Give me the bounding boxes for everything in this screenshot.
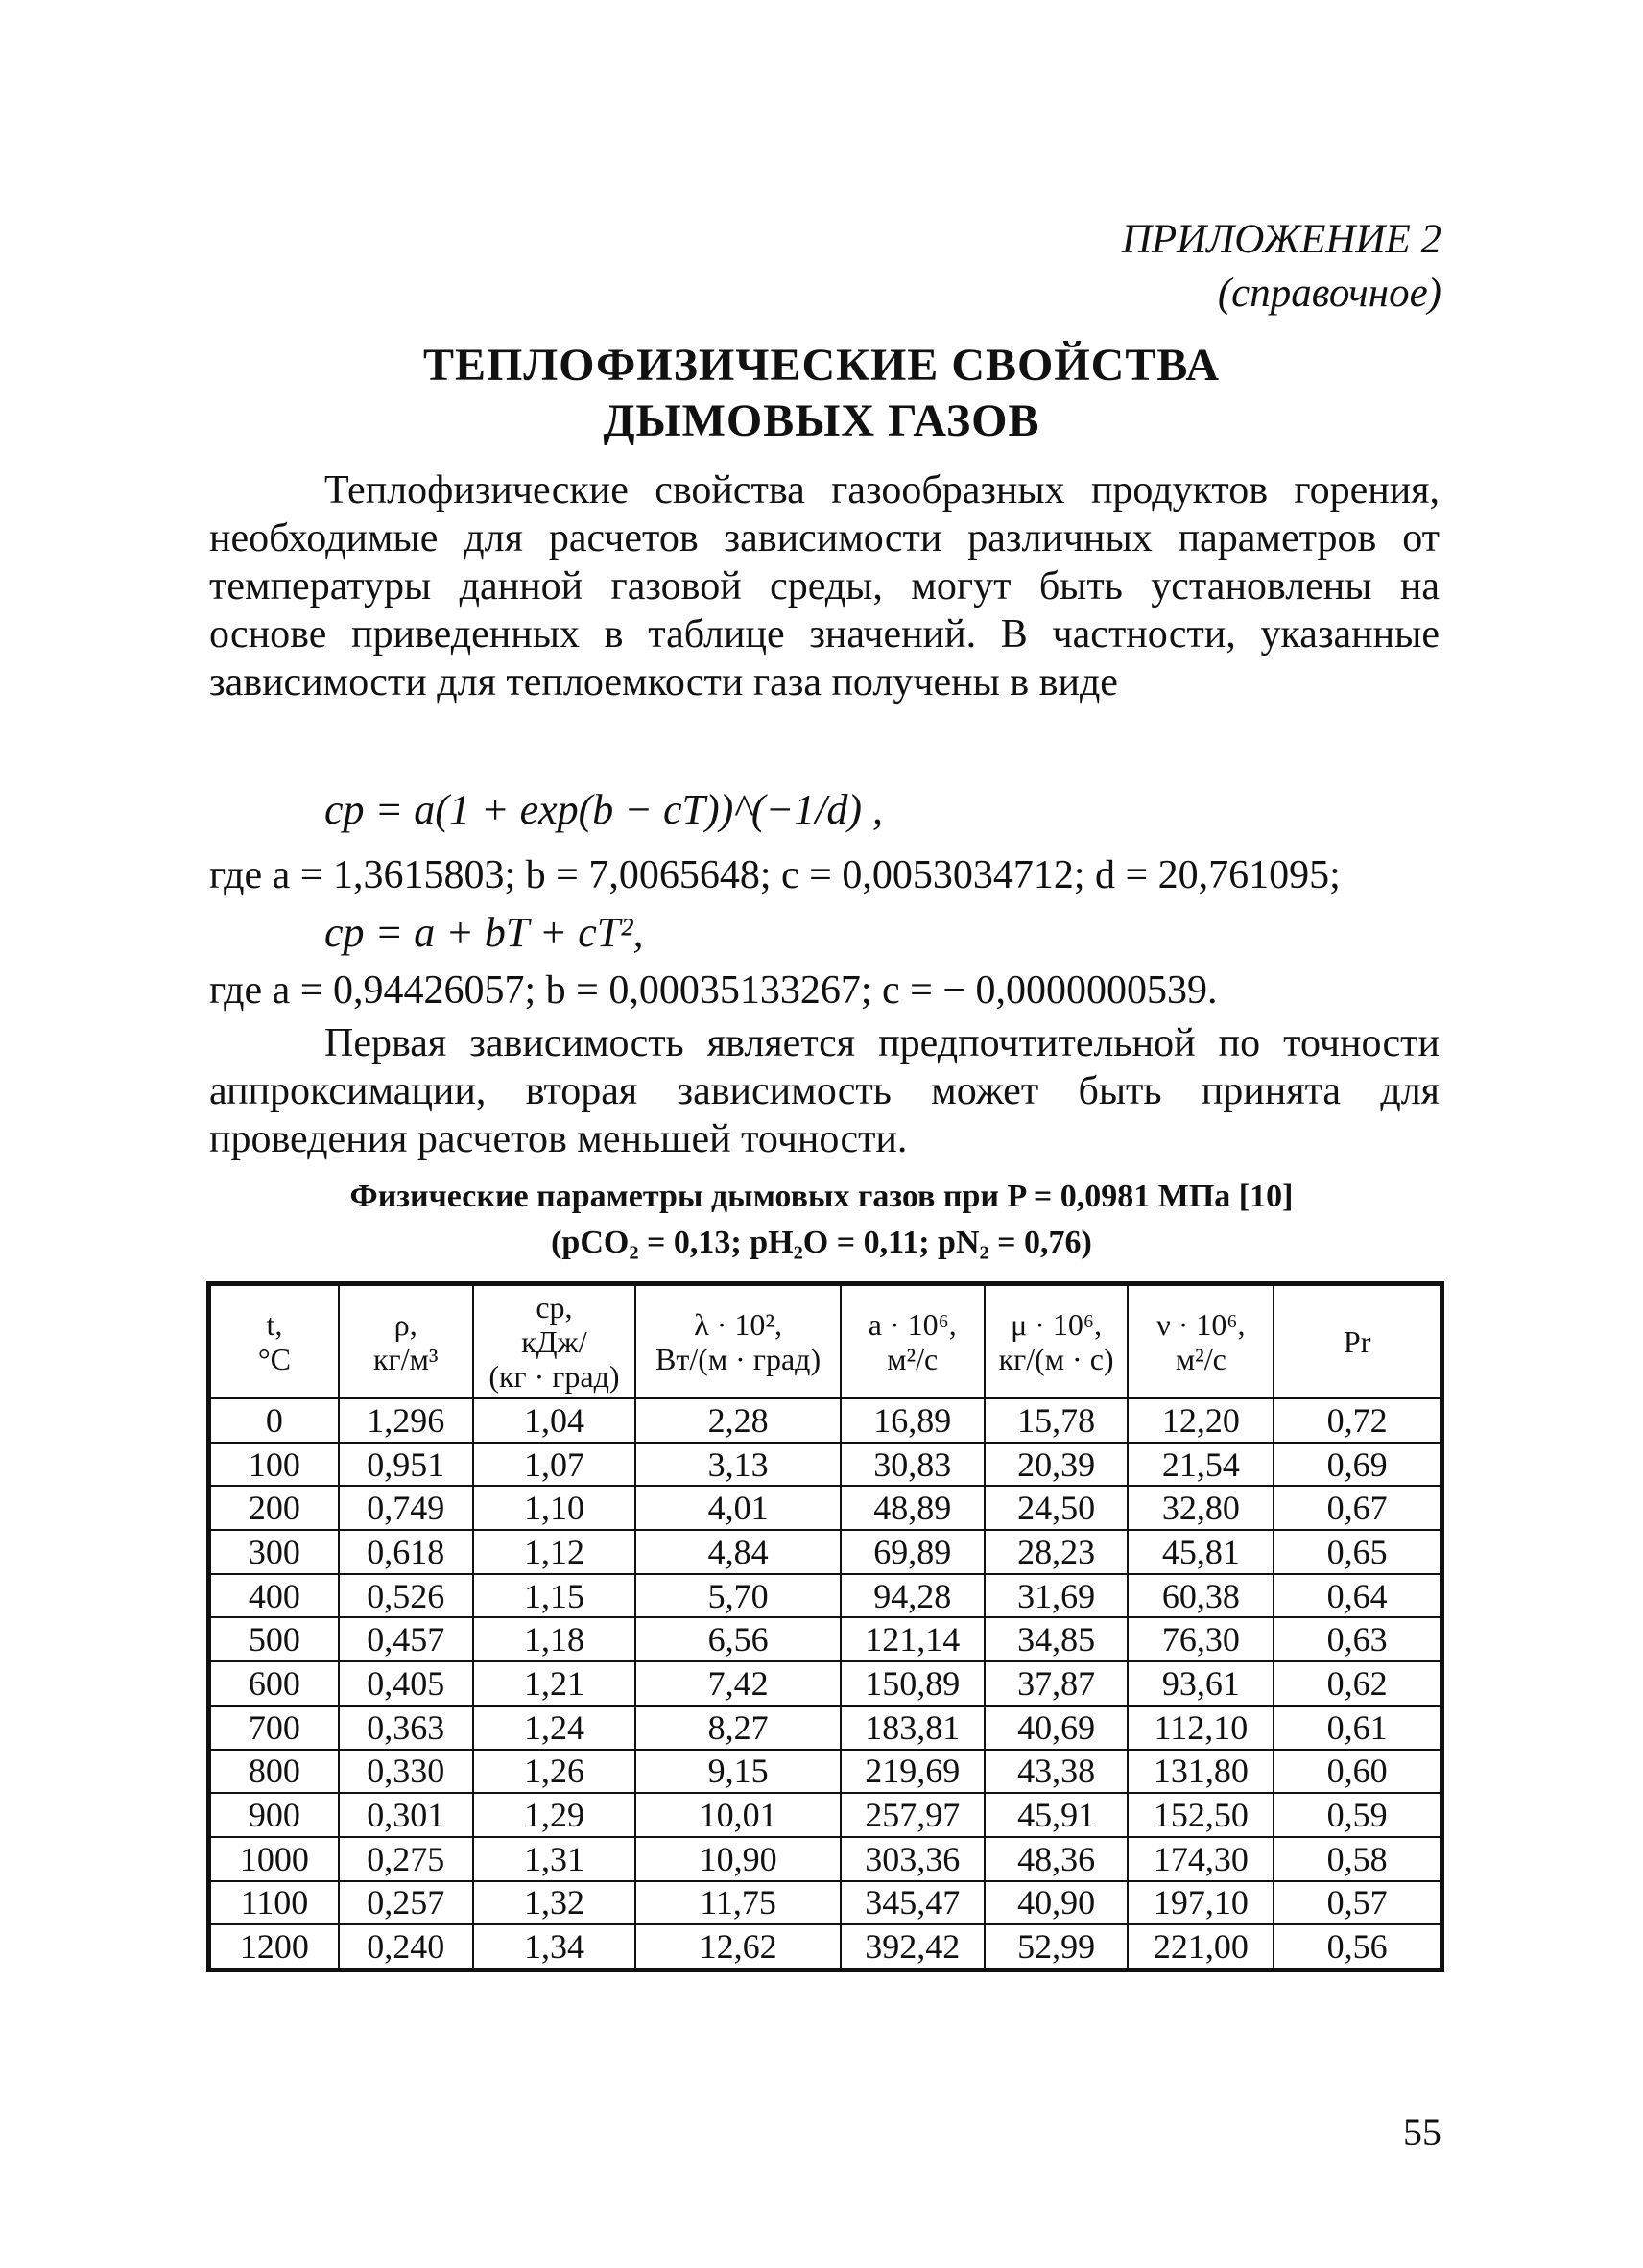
table-cell: 10,90 xyxy=(635,1837,841,1881)
table-cell: 1,10 xyxy=(473,1486,636,1530)
table-cell: 1,26 xyxy=(473,1750,636,1794)
appendix-number: ПРИЛОЖЕНИЕ 2 xyxy=(1121,217,1441,262)
table-row xyxy=(210,1793,1441,1837)
table-cell: 9,15 xyxy=(635,1750,841,1794)
table-caption-conditions: (pCO₂ = 0,13; pH₂O = 0,11; pN₂ = 0,76) xyxy=(551,1225,1092,1260)
table-cell: 700 xyxy=(210,1706,339,1750)
table-cell: 4,01 xyxy=(635,1486,841,1530)
column-header xyxy=(635,1285,841,1398)
column-header-line: λ · 10², xyxy=(694,1307,782,1342)
table-cell: 45,81 xyxy=(1128,1530,1274,1574)
table-cell: 0,56 xyxy=(1274,1924,1441,1969)
table-cell: 1,24 xyxy=(473,1706,636,1750)
column-header-line: t, xyxy=(266,1307,283,1342)
table-cell: 21,54 xyxy=(1128,1443,1274,1487)
column-header-line: °C xyxy=(257,1342,291,1376)
table-cell: 30,83 xyxy=(841,1443,985,1487)
table-cell: 1,31 xyxy=(473,1837,636,1881)
table-cell: 43,38 xyxy=(985,1750,1129,1794)
formula-2: cp = a + bT + cT², xyxy=(324,909,644,956)
table-cell: 0,526 xyxy=(339,1574,473,1618)
table-cell: 37,87 xyxy=(985,1661,1129,1706)
table-cell: 303,36 xyxy=(841,1837,985,1881)
column-header xyxy=(841,1285,985,1398)
table-cell: 31,69 xyxy=(985,1574,1129,1618)
table-cell: 219,69 xyxy=(841,1750,985,1794)
table-cell: 93,61 xyxy=(1128,1661,1274,1706)
table-cell: 1,296 xyxy=(339,1398,473,1443)
table-row xyxy=(210,1443,1441,1487)
table-cell: 300 xyxy=(210,1530,339,1574)
table-cell: 800 xyxy=(210,1750,339,1794)
table-row xyxy=(210,1750,1441,1794)
table-cell: 12,62 xyxy=(635,1924,841,1969)
table-cell: 0,58 xyxy=(1274,1837,1441,1881)
table-cell: 0,618 xyxy=(339,1530,473,1574)
table-cell: 48,89 xyxy=(841,1486,985,1530)
table-cell: 183,81 xyxy=(841,1706,985,1750)
table-cell: 0,301 xyxy=(339,1793,473,1837)
table-row xyxy=(210,1706,1441,1750)
column-header xyxy=(1128,1285,1274,1398)
column-header-line: кДж/ xyxy=(521,1325,587,1359)
column-header-line: кг/м³ xyxy=(373,1342,439,1376)
appendix-label xyxy=(1122,213,1441,321)
table-row xyxy=(210,1837,1441,1881)
table-cell: 34,85 xyxy=(985,1617,1129,1661)
table-cell: 11,75 xyxy=(635,1881,841,1925)
table-cell: 152,50 xyxy=(1128,1793,1274,1837)
table-cell: 131,80 xyxy=(1128,1750,1274,1794)
column-header-line: a · 10⁶, xyxy=(868,1307,957,1342)
appendix-type: (справочное) xyxy=(1217,271,1441,316)
table-cell: 40,90 xyxy=(985,1881,1129,1925)
table-cell: 32,80 xyxy=(1128,1486,1274,1530)
column-header xyxy=(1274,1285,1441,1398)
table-cell: 1,32 xyxy=(473,1881,636,1925)
table-cell: 0,63 xyxy=(1274,1617,1441,1661)
table-cell: 69,89 xyxy=(841,1530,985,1574)
table-header-row xyxy=(210,1285,1441,1398)
formula-1-coefficients: где a = 1,3615803; b = 7,0065648; c = 0,0053034712; d = 20,761095; xyxy=(209,853,1341,897)
column-header-line: Pr xyxy=(1343,1325,1371,1359)
table-cell: 0,69 xyxy=(1274,1443,1441,1487)
table-cell: 0,257 xyxy=(339,1881,473,1925)
table-cell: 400 xyxy=(210,1574,339,1618)
table-cell: 100 xyxy=(210,1443,339,1487)
table-row xyxy=(210,1617,1441,1661)
table-cell: 0,57 xyxy=(1274,1881,1441,1925)
table-cell: 45,91 xyxy=(985,1793,1129,1837)
title-line-1: ТЕПЛОФИЗИЧЕСКИЕ СВОЙСТВА xyxy=(422,340,1221,391)
table-cell: 94,28 xyxy=(841,1574,985,1618)
table-cell: 0 xyxy=(210,1398,339,1443)
table-cell: 0,405 xyxy=(339,1661,473,1706)
table-cell: 900 xyxy=(210,1793,339,1837)
table-cell: 200 xyxy=(210,1486,339,1530)
table-cell: 197,10 xyxy=(1128,1881,1274,1925)
column-header-line: м²/с xyxy=(887,1342,939,1376)
table-cell: 1,21 xyxy=(473,1661,636,1706)
table-cell: 1,07 xyxy=(473,1443,636,1487)
table-cell: 112,10 xyxy=(1128,1706,1274,1750)
table-cell: 221,00 xyxy=(1128,1924,1274,1969)
table-cell: 0,951 xyxy=(339,1443,473,1487)
table-cell: 1000 xyxy=(210,1837,339,1881)
table-cell: 1,12 xyxy=(473,1530,636,1574)
table-cell: 1,04 xyxy=(473,1398,636,1443)
table-cell: 2,28 xyxy=(635,1398,841,1443)
column-header-line: cp, xyxy=(536,1290,573,1325)
table-cell: 16,89 xyxy=(841,1398,985,1443)
column-header-line: м²/с xyxy=(1175,1342,1226,1376)
title-line-2: ДЫМОВЫХ ГАЗОВ xyxy=(603,395,1040,446)
column-header-line: Вт/(м · град) xyxy=(655,1342,822,1376)
column-header xyxy=(210,1285,339,1398)
table-cell: 0,62 xyxy=(1274,1661,1441,1706)
table-row xyxy=(210,1574,1441,1618)
table-cell: 0,65 xyxy=(1274,1530,1441,1574)
table-row xyxy=(210,1881,1441,1925)
table-cell: 40,69 xyxy=(985,1706,1129,1750)
table-row xyxy=(210,1398,1441,1443)
table-row xyxy=(210,1486,1441,1530)
conclusion-paragraph: Первая зависимость является предпочтительной по точности аппроксимации, вторая зависимость может быть принята для проведения расчетов меньшей точности. xyxy=(209,1021,1440,1161)
column-header xyxy=(339,1285,473,1398)
table-cell: 6,56 xyxy=(635,1617,841,1661)
table-cell: 392,42 xyxy=(841,1924,985,1969)
table-cell: 0,457 xyxy=(339,1617,473,1661)
table-cell: 0,330 xyxy=(339,1750,473,1794)
table-cell: 76,30 xyxy=(1128,1617,1274,1661)
table-cell: 10,01 xyxy=(635,1793,841,1837)
table-cell: 7,42 xyxy=(635,1661,841,1706)
table-cell: 20,39 xyxy=(985,1443,1129,1487)
column-header xyxy=(985,1285,1129,1398)
column-header-line: ν · 10⁶, xyxy=(1156,1307,1246,1342)
table-cell: 1,34 xyxy=(473,1924,636,1969)
table-cell: 1200 xyxy=(210,1924,339,1969)
table-cell: 0,67 xyxy=(1274,1486,1441,1530)
column-header xyxy=(473,1285,636,1398)
table-cell: 1100 xyxy=(210,1881,339,1925)
table-cell: 1,15 xyxy=(473,1574,636,1618)
formula-2-coefficients: где a = 0,94426057; b = 0,00035133267; c = − 0,0000000539. xyxy=(209,968,1218,1013)
table-cell: 48,36 xyxy=(985,1837,1129,1881)
column-header-line: ρ, xyxy=(393,1307,417,1342)
table-cell: 0,64 xyxy=(1274,1574,1441,1618)
table-caption: Физические параметры дымовых газов при P = 0,0981 МПа [10] xyxy=(349,1179,1294,1214)
table-cell: 15,78 xyxy=(985,1398,1129,1443)
table-cell: 52,99 xyxy=(985,1924,1129,1969)
table-cell: 345,47 xyxy=(841,1881,985,1925)
table-cell: 0,240 xyxy=(339,1924,473,1969)
table-cell: 0,749 xyxy=(339,1486,473,1530)
column-header-line: кг/(м · с) xyxy=(998,1342,1114,1376)
gas-properties-table xyxy=(209,1284,1441,1970)
table-row xyxy=(210,1661,1441,1706)
table-cell: 0,59 xyxy=(1274,1793,1441,1837)
table-cell: 150,89 xyxy=(841,1661,985,1706)
table-cell: 0,363 xyxy=(339,1706,473,1750)
table-cell: 1,18 xyxy=(473,1617,636,1661)
table-row xyxy=(210,1924,1441,1969)
intro-paragraph: Теплофизические свойства газообразных продуктов горения, необходимые для расчетов зависимости различных параметров от температуры данной газовой среды, могут быть установлены на основе приведенных в таблице значений. В частности, указанные зависимости для теплоемкости газа получены в виде xyxy=(209,468,1440,704)
table-cell: 3,13 xyxy=(635,1443,841,1487)
table-cell: 4,84 xyxy=(635,1530,841,1574)
table-cell: 24,50 xyxy=(985,1486,1129,1530)
table-cell: 0,72 xyxy=(1274,1398,1441,1443)
table-cell: 174,30 xyxy=(1128,1837,1274,1881)
table-body xyxy=(210,1398,1441,1969)
table-cell: 1,29 xyxy=(473,1793,636,1837)
page-number: 55 xyxy=(1403,2111,1441,2154)
formula-1: cp = a(1 + exp(b − cT))^(−1/d) , xyxy=(324,786,884,833)
column-header-line: (кг · град) xyxy=(488,1359,620,1394)
table-cell: 5,70 xyxy=(635,1574,841,1618)
table-cell: 28,23 xyxy=(985,1530,1129,1574)
table-cell: 12,20 xyxy=(1128,1398,1274,1443)
table-cell: 8,27 xyxy=(635,1706,841,1750)
table-cell: 0,60 xyxy=(1274,1750,1441,1794)
table-cell: 600 xyxy=(210,1661,339,1706)
table-row xyxy=(210,1530,1441,1574)
table-cell: 60,38 xyxy=(1128,1574,1274,1618)
table-cell: 0,275 xyxy=(339,1837,473,1881)
column-header-line: μ · 10⁶, xyxy=(1011,1307,1103,1342)
table-cell: 500 xyxy=(210,1617,339,1661)
table-cell: 0,61 xyxy=(1274,1706,1441,1750)
page-title xyxy=(0,338,1643,449)
table-cell: 257,97 xyxy=(841,1793,985,1837)
table-cell: 121,14 xyxy=(841,1617,985,1661)
